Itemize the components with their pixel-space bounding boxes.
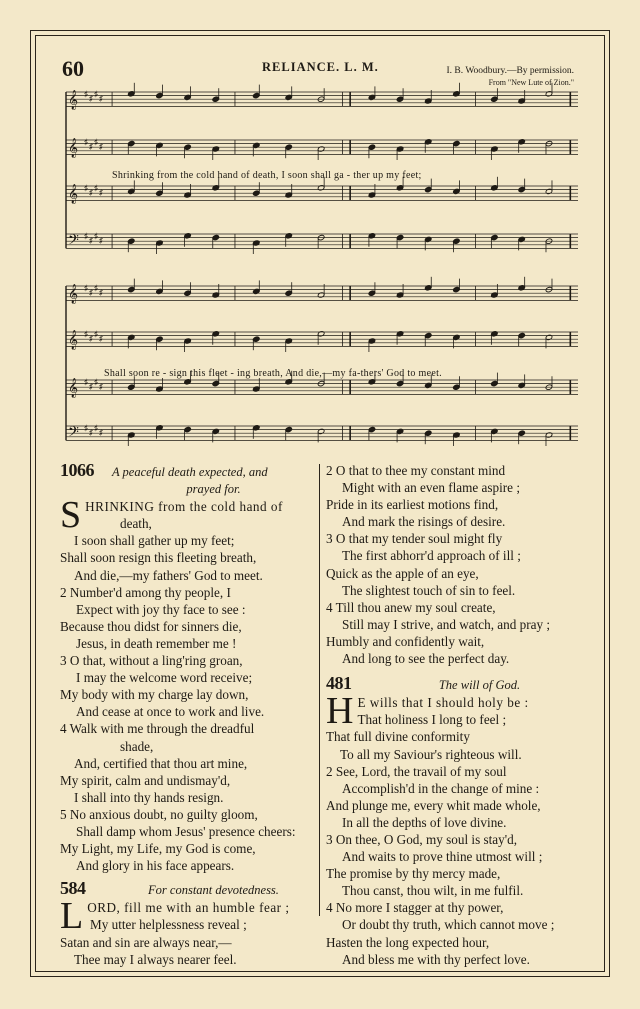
verse-line: Pride in its earliest motions find,	[326, 497, 499, 513]
sharp-icon: ♯	[99, 236, 103, 245]
verse-line: 2 See, Lord, the travail of my soul	[326, 763, 507, 779]
verse-line: Shall damp whom Jesus' presence cheers:	[76, 823, 296, 839]
right-column	[326, 462, 581, 968]
hymn-584-continued-lines	[326, 462, 581, 667]
treble-clef-icon: 𝄞	[68, 183, 79, 204]
treble-clef-icon: 𝄞	[68, 377, 79, 398]
verse-line: To all my Saviour's righteous will.	[340, 746, 522, 762]
sharp-icon: ♯	[99, 334, 103, 343]
verse-line: Quick as the apple of an eye,	[326, 565, 479, 581]
verse-line: Accomplish'd in the change of mine :	[342, 780, 540, 796]
verse-line: And glory in his face appears.	[76, 858, 235, 874]
column-divider	[319, 464, 320, 916]
sharp-icon: ♯	[99, 188, 103, 197]
left-column	[60, 462, 315, 968]
hymn-1066-lines	[60, 515, 315, 874]
verse-line: That holiness I long to feel ;	[357, 712, 507, 728]
sharp-icon: ♯	[94, 329, 98, 339]
hymn-number: 584	[60, 878, 86, 899]
verse-line: And plunge me, every whit made whole,	[326, 797, 541, 813]
verse-line: Jesus, in death remember me !	[76, 635, 237, 651]
verse-line: My body with my charge lay down,	[60, 687, 249, 703]
verse-line: 4 Walk with me through the dreadful	[60, 721, 255, 737]
sharp-icon: ♯	[89, 334, 93, 343]
verse-line: 2 O that to thee my constant mind	[326, 463, 506, 478]
hymn-584-lines	[60, 916, 315, 967]
sharp-icon: ♯	[94, 283, 98, 293]
sharp-icon: ♯	[89, 142, 93, 151]
sharp-icon: ♯	[84, 231, 88, 241]
sharp-icon: ♯	[84, 329, 88, 339]
verse-line: I shall into thy hands resign.	[74, 789, 224, 805]
verse-line: That full divine conformity	[326, 729, 470, 745]
verse-line: And bless me with thy perfect love.	[342, 951, 530, 967]
sharp-icon: ♯	[99, 382, 103, 391]
sharp-icon: ♯	[84, 89, 88, 99]
sharp-icon: ♯	[99, 94, 103, 103]
verse-line: Thou canst, thou wilt, in me fulfil.	[342, 883, 524, 899]
hymn-584-heading	[60, 880, 315, 899]
hymn-481-heading	[326, 675, 581, 694]
verse-line: And long to see the perfect day.	[342, 651, 510, 667]
tune-title: RELIANCE. L. M.	[262, 60, 379, 74]
verse-line: I soon shall gather up my feet;	[74, 533, 235, 549]
verse-line: 5 No anxious doubt, no guilty gloom,	[60, 806, 258, 822]
treble-clef-icon: 𝄞	[68, 137, 79, 158]
sharp-icon: ♯	[94, 423, 98, 433]
verse-line: Expect with joy thy face to see :	[76, 601, 246, 617]
drop-cap: L	[60, 895, 84, 938]
verse-line: 3 O that my tender soul might fly	[326, 531, 503, 547]
verse-line: I may the welcome word receive;	[76, 670, 253, 686]
sharp-icon: ♯	[99, 142, 103, 151]
verse-line: Humbly and confidently wait,	[326, 633, 485, 649]
verse-line: death,	[120, 516, 152, 532]
drop-cap: H	[326, 690, 354, 733]
first-line-text: ORD, fill me with an humble fear ;	[87, 900, 290, 916]
sharp-icon: ♯	[89, 188, 93, 197]
hymn-topic: A peaceful death expected, and	[112, 465, 268, 479]
verse-line: Because thou didst for sinners die,	[60, 618, 242, 634]
treble-clef-icon: 𝄞	[68, 89, 79, 110]
verse-line: Shall soon resign this fleeting breath,	[60, 550, 257, 566]
hymn-topic-continued: prayed for.	[186, 482, 241, 497]
source-credit: From "New Lute of Zion."	[488, 78, 574, 87]
sharp-icon: ♯	[94, 183, 98, 193]
sharp-icon: ♯	[94, 377, 98, 387]
composer-credit: I. B. Woodbury.—By permission.	[446, 66, 574, 76]
verse-line: 4 Till thou anew my soul create,	[326, 599, 496, 615]
verse-line: And waits to prove thine utmost will ;	[342, 849, 543, 865]
sharp-icon: ♯	[84, 137, 88, 147]
treble-clef-icon: 𝄞	[68, 329, 79, 350]
verse-line: 3 O that, without a ling'ring groan,	[60, 653, 243, 669]
verse-line: In all the depths of love divine.	[342, 814, 507, 830]
sharp-icon: ♯	[99, 288, 103, 297]
sharp-icon: ♯	[99, 428, 103, 437]
hymn-number: 481	[326, 673, 352, 694]
verse-line: Might with an even flame aspire ;	[342, 480, 520, 496]
verse-line: And, certified that thou art mine,	[74, 755, 248, 771]
verse-line: shade,	[120, 738, 154, 754]
sharp-icon: ♯	[89, 236, 93, 245]
verse-line: And cease at once to work and live.	[76, 704, 265, 720]
first-line-text: E wills that I should holy be :	[357, 695, 529, 711]
verse-line: Still may I strive, and watch, and pray ;	[342, 616, 551, 632]
verse-line: And die,—my fathers' God to meet.	[74, 567, 263, 583]
sharp-icon: ♯	[89, 382, 93, 391]
sharp-icon: ♯	[84, 377, 88, 387]
hymn-topic: The will of God.	[438, 678, 521, 693]
verse-line: Satan and sin are always near,—	[60, 934, 232, 950]
verse-line: Or doubt thy truth, which cannot move ;	[342, 917, 555, 933]
sharp-icon: ♯	[84, 183, 88, 193]
sharp-icon: ♯	[89, 94, 93, 103]
hymn-1066-heading	[60, 462, 315, 481]
sharp-icon: ♯	[84, 423, 88, 433]
drop-cap: S	[60, 494, 82, 537]
music-lyric-line-1: Shrinking from the cold hand of death, I soon shall ga - ther up my feet;	[112, 170, 422, 181]
verse-line: My Light, my Life, my God is come,	[60, 841, 256, 857]
sharp-icon: ♯	[94, 137, 98, 147]
first-line-text: HRINKING from the cold hand of	[85, 499, 283, 515]
sharp-icon: ♯	[84, 283, 88, 293]
verse-line: Thee may I always nearer feel.	[74, 951, 237, 967]
sharp-icon: ♯	[94, 89, 98, 99]
verse-line: The first abhorr'd approach of ill ;	[342, 548, 521, 564]
verse-line: 3 On thee, O God, my soul is stay'd,	[326, 831, 518, 847]
music-lyric-line-2: Shall soon re - sign this fleet - ing breath, And die,—my fa-thers' God to meet.	[104, 368, 442, 379]
verse-line: Hasten the long expected hour,	[326, 934, 490, 950]
sheet-music	[60, 82, 582, 452]
page-number: 60	[62, 56, 84, 81]
bass-clef-icon: 𝄢	[68, 231, 79, 252]
hymn-481-lines	[326, 711, 581, 967]
verse-line: And mark the risings of desire.	[342, 514, 506, 530]
verse-line: The promise by thy mercy made,	[326, 866, 501, 882]
hymn-number: 1066	[60, 460, 94, 480]
sharp-icon: ♯	[94, 231, 98, 241]
verse-line: 4 No more I stagger at thy power,	[326, 900, 504, 916]
verse-line: 2 Number'd among thy people, I	[60, 584, 231, 600]
verse-line: The slightest touch of sin to feel.	[342, 582, 516, 598]
sharp-icon: ♯	[89, 428, 93, 437]
verse-line: My spirit, calm and undismay'd,	[60, 772, 231, 788]
hymn-topic: For constant devotedness.	[148, 883, 279, 898]
bass-clef-icon: 𝄢	[68, 423, 79, 444]
verse-line: My utter helplessness reveal ;	[90, 917, 247, 933]
sharp-icon: ♯	[89, 288, 93, 297]
treble-clef-icon: 𝄞	[68, 283, 79, 304]
